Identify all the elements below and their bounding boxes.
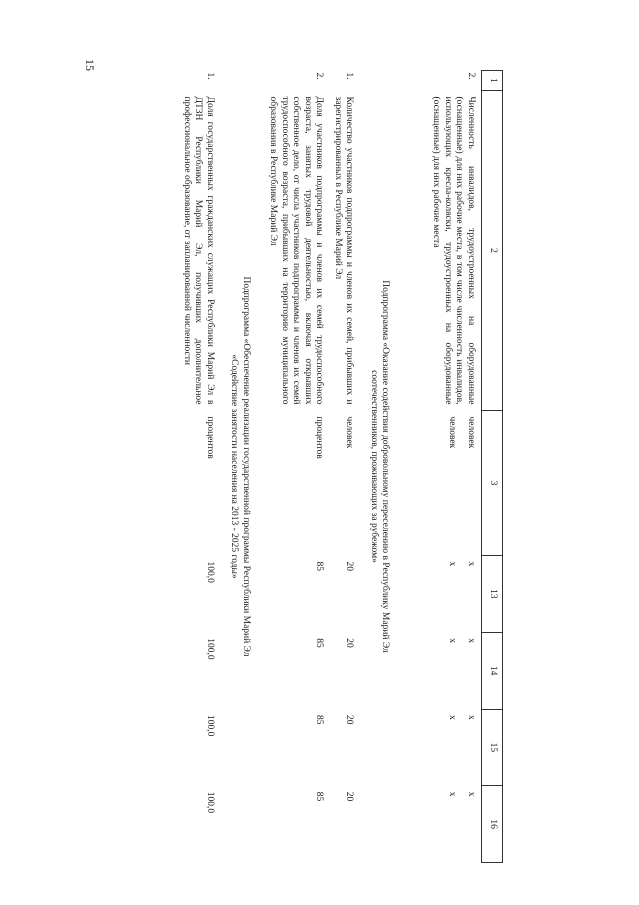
- value-cell: 20: [344, 715, 355, 725]
- value-cell: х: [447, 561, 458, 567]
- value-cell: 85: [314, 715, 325, 725]
- value-cell: 100,0: [205, 715, 215, 737]
- table-row: [330, 71, 360, 863]
- subprogram-heading-line: «Содействие занятости населения на 2013 - 2025 годы»: [229, 354, 240, 579]
- subprogram-heading: [220, 71, 265, 863]
- value-cell: 20: [344, 638, 355, 648]
- row-number: 2.: [466, 72, 476, 80]
- column-header: 3: [482, 411, 503, 556]
- row-number: 1.: [344, 72, 355, 80]
- subprogram-heading-line: Подпрограмма «Оказание содействия добровольному переселению в Республику Марий Эл: [380, 280, 391, 653]
- value-cell: 100,0: [205, 791, 215, 814]
- value-cell: х: [466, 791, 476, 797]
- table-row: [463, 71, 482, 863]
- value-cell: 20: [344, 561, 355, 571]
- column-header: 2: [482, 91, 503, 411]
- value-cell: 100,0: [205, 638, 215, 660]
- page-number: 15: [83, 59, 97, 71]
- value-cell: х: [447, 638, 458, 643]
- value-cell: х: [466, 638, 476, 643]
- landscape-sheet: [135, 70, 503, 862]
- subprogram-heading-row: [220, 71, 265, 863]
- indicator-name: Численность инвалидов, трудоустроенных на оборудованные (оснащенные) для них рабочие места, в том числе численность инвалидов, использующих кресла-коляски, трудоустроенных на оборудованные (оснащенные) для них рабочие места: [431, 96, 476, 405]
- indicators-table: [179, 70, 504, 863]
- subprogram-heading-line: соотечественников, проживающих за рубежом»: [369, 370, 379, 563]
- row-number: 1.: [205, 72, 215, 80]
- indicator-name: Доля участников подпрограммы и членов их семей трудоспособного возраста, занятых трудовой деятельностью, включая открывших собственное дело, от числа участников подпрограммы и членов их семей трудоспособного возраста, прибывших на территорию муниципального образования в Республике Марий Эл: [268, 96, 325, 405]
- value-cell: 85: [314, 561, 325, 571]
- subprogram-heading-row: [360, 71, 405, 863]
- subprogram-heading-line: Подпрограмма «Обеспечение реализации государственной программы Республики Марий Эл: [241, 276, 251, 657]
- value-cell: х: [466, 561, 476, 567]
- column-header: 1: [482, 71, 503, 91]
- unit-cell: процентов: [314, 416, 325, 459]
- header-row: [482, 71, 503, 863]
- column-header: 14: [482, 632, 503, 709]
- table-row: [179, 71, 221, 863]
- unit-cell: человек: [447, 416, 458, 449]
- column-header: 13: [482, 556, 503, 633]
- table-row: [265, 71, 330, 863]
- indicator-name: Доля государственных гражданских служащих Республики Марий Эл в ДТЗН Республики Марий Эл, получивших дополнительное профессиональное образование, от запланированной численности: [182, 96, 215, 405]
- row-number: 2.: [314, 72, 325, 80]
- value-cell: 85: [314, 638, 325, 648]
- indicator-name: Количество участников подпрограммы и членов их семей, прибывших и зарегистрированных в Республике Марий Эл: [333, 96, 355, 405]
- column-header: 15: [482, 709, 503, 786]
- value-cell: 100,0: [205, 561, 215, 583]
- unit-cell: процентов: [205, 416, 215, 459]
- column-header: 16: [482, 786, 503, 863]
- value-cell: х: [466, 715, 476, 720]
- value-cell: х: [447, 715, 458, 720]
- subprogram-heading: [360, 71, 405, 863]
- value-cell: х: [447, 791, 458, 797]
- value-cell: 20: [344, 791, 355, 802]
- value-cell: 85: [314, 791, 325, 802]
- unit-cell: человек: [344, 416, 355, 449]
- unit-cell: человек: [466, 416, 476, 449]
